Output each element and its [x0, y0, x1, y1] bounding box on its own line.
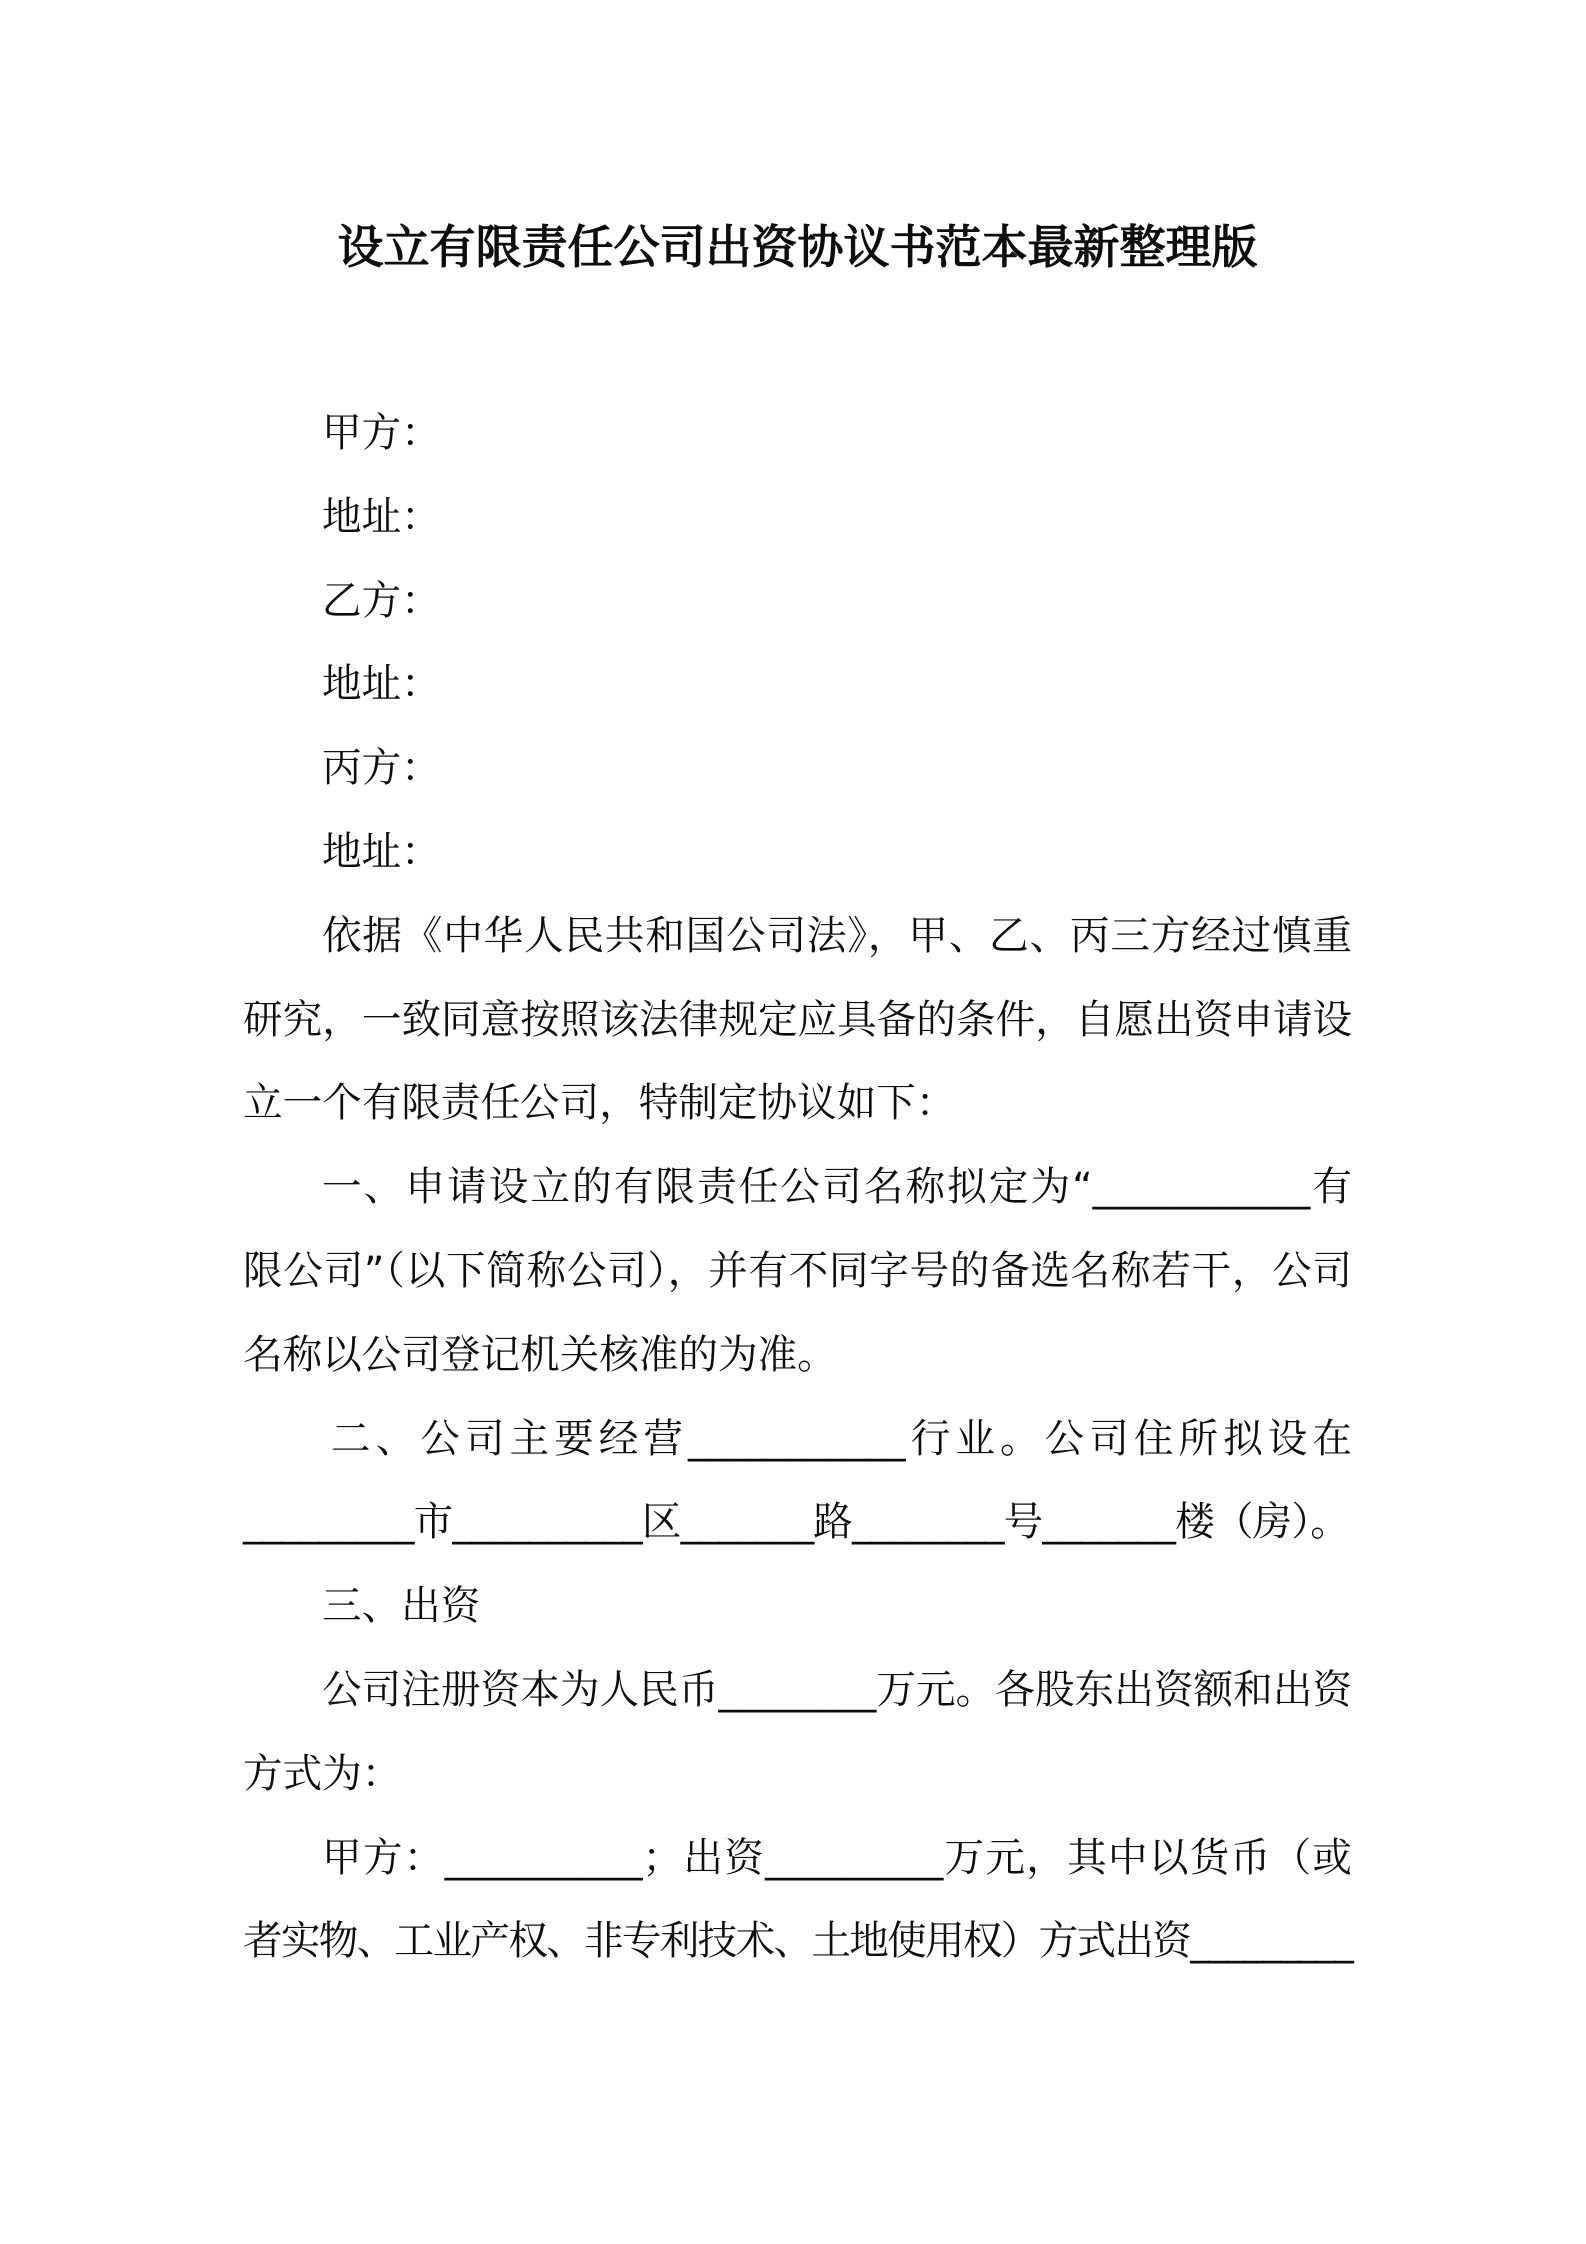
party-a-address-label: 地址： [322, 493, 441, 540]
clause-1-line: 一、申请设立的有限责任公司名称拟定为“___________有 [322, 1164, 1352, 1211]
party-c-address-label: 地址： [322, 828, 441, 875]
party-a-contribution-line: 甲方：__________；出资_________万元，其中以货币（或 [322, 1834, 1352, 1881]
party-b-address-label: 地址： [322, 661, 441, 708]
clause-1-line: 名称以公司登记机关核准的为准。 [243, 1331, 837, 1378]
preamble-line: 依据《中华人民共和国公司法》，甲、乙、丙三方经过慎重 [322, 912, 1352, 959]
party-a-label: 甲方： [322, 410, 441, 456]
capital-line: 方式为： [243, 1750, 402, 1797]
clause-1-line: 限公司”（以下简称公司），并有不同字号的备选名称若干，公司 [243, 1247, 1352, 1294]
party-c-label: 丙方： [322, 745, 441, 792]
party-b-label: 乙方： [322, 577, 441, 624]
clause-2-line: _________市__________区_______路________号_______楼（房）。 [243, 1499, 1349, 1546]
clause-3-heading: 三、出资 [322, 1583, 481, 1630]
capital-line: 公司注册资本为人民币________万元。各股东出资额和出资 [322, 1666, 1352, 1713]
preamble-line: 立一个有限责任公司，特制定协议如下： [243, 1080, 956, 1127]
preamble-line: 研究，一致同意按照该法律规定应具备的条件，自愿出资申请设 [243, 996, 1352, 1043]
document-title: 设立有限责任公司出资协议书范本最新整理版 [337, 220, 1258, 274]
party-a-contribution-line: 者实物、工业产权、非专利技术、土地使用权）方式出资_________ [243, 1918, 1352, 1965]
clause-2-line: 二、公司主要经营___________行业。公司住所拟设在 [331, 1415, 1352, 1462]
document-body [243, 392, 1352, 1984]
